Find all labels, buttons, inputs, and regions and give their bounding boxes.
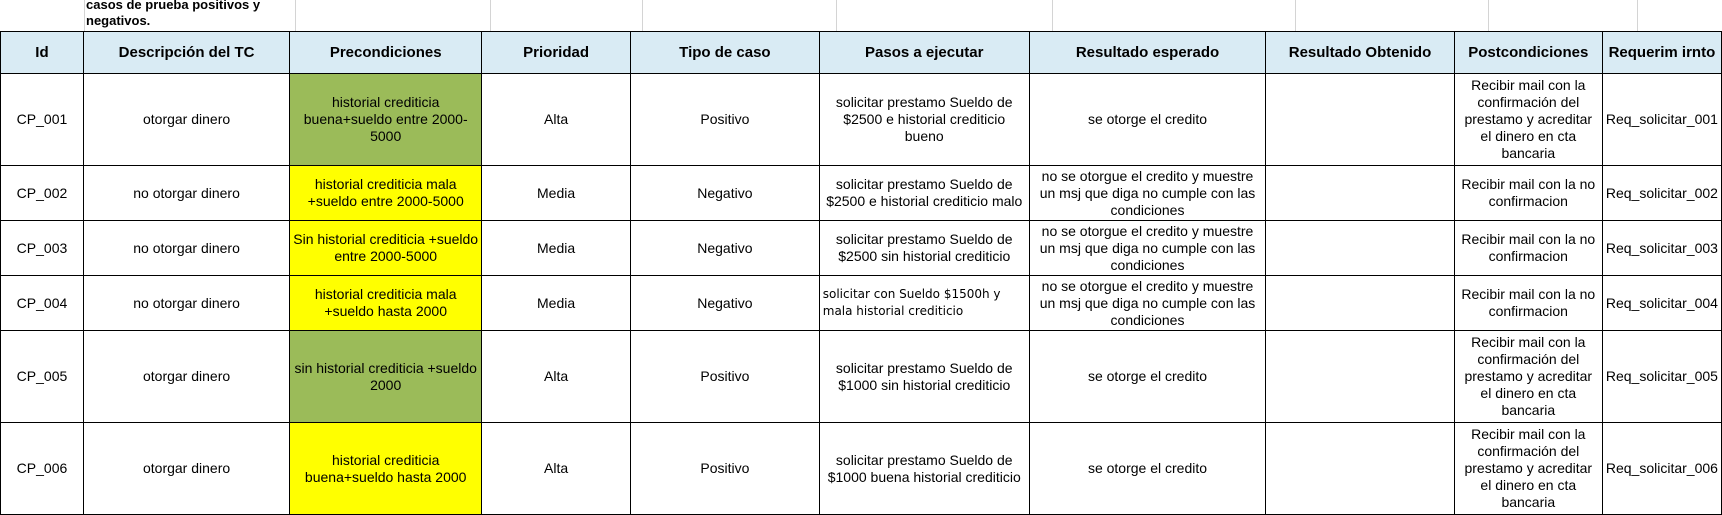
cell-id[interactable]: CP_003	[1, 221, 84, 276]
cell-precondiciones[interactable]: historial crediticia buena+sueldo hasta 2000	[290, 423, 482, 515]
cell-resultado-obtenido[interactable]	[1266, 166, 1454, 221]
cell-precondiciones[interactable]: historial crediticia mala +sueldo hasta 2000	[290, 276, 482, 331]
header-resultado-esperado[interactable]: Resultado esperado	[1029, 32, 1266, 74]
cell-pasos[interactable]: solicitar prestamo Sueldo de $2500 e historial crediticio malo	[819, 166, 1029, 221]
cell-requerimiento[interactable]: Req_solicitar_005	[1602, 331, 1721, 423]
cell-resultado-esperado[interactable]: no se otorgue el credito y muestre un msj que diga no cumple con las condiciones	[1029, 166, 1266, 221]
header-requerimiento[interactable]: Requerim irnto	[1602, 32, 1721, 74]
cell-prioridad[interactable]: Alta	[482, 331, 631, 423]
cell-id[interactable]: CP_001	[1, 74, 84, 166]
cell-postcondiciones[interactable]: Recibir mail con la no confirmacion	[1454, 221, 1602, 276]
cell-prioridad[interactable]: Media	[482, 221, 631, 276]
cell-prioridad[interactable]: Media	[482, 276, 631, 331]
header-pasos[interactable]: Pasos a ejecutar	[819, 32, 1029, 74]
cell-pasos[interactable]: solicitar prestamo Sueldo de $1000 buena historial crediticio	[819, 423, 1029, 515]
top-note: casos de prueba positivos y negativos.	[86, 0, 261, 28]
cell-tipo[interactable]: Positivo	[631, 74, 820, 166]
cell-postcondiciones[interactable]: Recibir mail con la confirmación del prestamo y acreditar el dinero en cta bancaria	[1454, 74, 1602, 166]
cell-pasos[interactable]: solicitar prestamo Sueldo de $2500 e historial crediticio bueno	[819, 74, 1029, 166]
table-row	[1, 331, 1722, 423]
cell-descripcion[interactable]: otorgar dinero	[83, 423, 289, 515]
cell-resultado-esperado[interactable]: no se otorgue el credito y muestre un msj que diga no cumple con las condiciones	[1029, 221, 1266, 276]
cell-prioridad[interactable]: Media	[482, 166, 631, 221]
cell-tipo[interactable]: Negativo	[631, 166, 820, 221]
cell-id[interactable]: CP_006	[1, 423, 84, 515]
cell-postcondiciones[interactable]: Recibir mail con la confirmación del prestamo y acreditar el dinero en cta bancaria	[1454, 423, 1602, 515]
cell-resultado-obtenido[interactable]	[1266, 331, 1454, 423]
header-prioridad[interactable]: Prioridad	[482, 32, 631, 74]
cell-resultado-obtenido[interactable]	[1266, 423, 1454, 515]
cell-requerimiento[interactable]: Req_solicitar_004	[1602, 276, 1721, 331]
cell-descripcion[interactable]: no otorgar dinero	[83, 221, 289, 276]
cell-requerimiento[interactable]: Req_solicitar_003	[1602, 221, 1721, 276]
cell-tipo[interactable]: Negativo	[631, 221, 820, 276]
cell-postcondiciones[interactable]: Recibir mail con la no confirmacion	[1454, 166, 1602, 221]
cell-resultado-esperado[interactable]: se otorge el credito	[1029, 331, 1266, 423]
cell-descripcion[interactable]: otorgar dinero	[83, 331, 289, 423]
header-resultado-obtenido[interactable]: Resultado Obtenido	[1266, 32, 1454, 74]
cell-tipo[interactable]: Positivo	[631, 423, 820, 515]
cell-descripcion[interactable]: otorgar dinero	[83, 74, 289, 166]
table-row	[1, 74, 1722, 166]
cell-pasos[interactable]: solicitar prestamo Sueldo de $2500 sin historial crediticio	[819, 221, 1029, 276]
table-row	[1, 221, 1722, 276]
cell-pasos[interactable]: solicitar prestamo Sueldo de $1000 sin historial crediticio	[819, 331, 1029, 423]
cell-resultado-esperado[interactable]: no se otorgue el credito y muestre un msj que diga no cumple con las condiciones	[1029, 276, 1266, 331]
header-postcondiciones[interactable]: Postcondiciones	[1454, 32, 1602, 74]
cell-resultado-obtenido[interactable]	[1266, 276, 1454, 331]
cell-requerimiento[interactable]: Req_solicitar_006	[1602, 423, 1721, 515]
cell-descripcion[interactable]: no otorgar dinero	[83, 276, 289, 331]
header-descripcion[interactable]: Descripción del TC	[83, 32, 289, 74]
table-row	[1, 276, 1722, 331]
header-precondiciones[interactable]: Precondiciones	[290, 32, 482, 74]
test-case-table	[0, 31, 1722, 515]
cell-descripcion[interactable]: no otorgar dinero	[83, 166, 289, 221]
cell-precondiciones[interactable]: Sin historial crediticia +sueldo entre 2000-5000	[290, 221, 482, 276]
cell-precondiciones[interactable]: historial crediticia mala +sueldo entre 2000-5000	[290, 166, 482, 221]
cell-resultado-esperado[interactable]: se otorge el credito	[1029, 423, 1266, 515]
cell-requerimiento[interactable]: Req_solicitar_002	[1602, 166, 1721, 221]
cell-prioridad[interactable]: Alta	[482, 423, 631, 515]
cell-tipo[interactable]: Negativo	[631, 276, 820, 331]
cell-prioridad[interactable]: Alta	[482, 74, 631, 166]
header-row	[1, 32, 1722, 74]
cell-resultado-obtenido[interactable]	[1266, 74, 1454, 166]
cell-pasos[interactable]: solicitar con Sueldo $1500h y mala historial crediticio	[819, 276, 1029, 331]
cell-resultado-obtenido[interactable]	[1266, 221, 1454, 276]
cell-id[interactable]: CP_005	[1, 331, 84, 423]
cell-id[interactable]: CP_004	[1, 276, 84, 331]
cell-postcondiciones[interactable]: Recibir mail con la no confirmacion	[1454, 276, 1602, 331]
header-id[interactable]: Id	[1, 32, 84, 74]
cell-postcondiciones[interactable]: Recibir mail con la confirmación del prestamo y acreditar el dinero en cta bancaria	[1454, 331, 1602, 423]
table-row	[1, 166, 1722, 221]
cell-resultado-esperado[interactable]: se otorge el credito	[1029, 74, 1266, 166]
cell-precondiciones[interactable]: historial crediticia buena+sueldo entre 2000-5000	[290, 74, 482, 166]
cell-tipo[interactable]: Positivo	[631, 331, 820, 423]
cell-requerimiento[interactable]: Req_solicitar_001	[1602, 74, 1721, 166]
cell-id[interactable]: CP_002	[1, 166, 84, 221]
table-row	[1, 423, 1722, 515]
cell-precondiciones[interactable]: sin historial crediticia +sueldo 2000	[290, 331, 482, 423]
header-tipo[interactable]: Tipo de caso	[631, 32, 820, 74]
